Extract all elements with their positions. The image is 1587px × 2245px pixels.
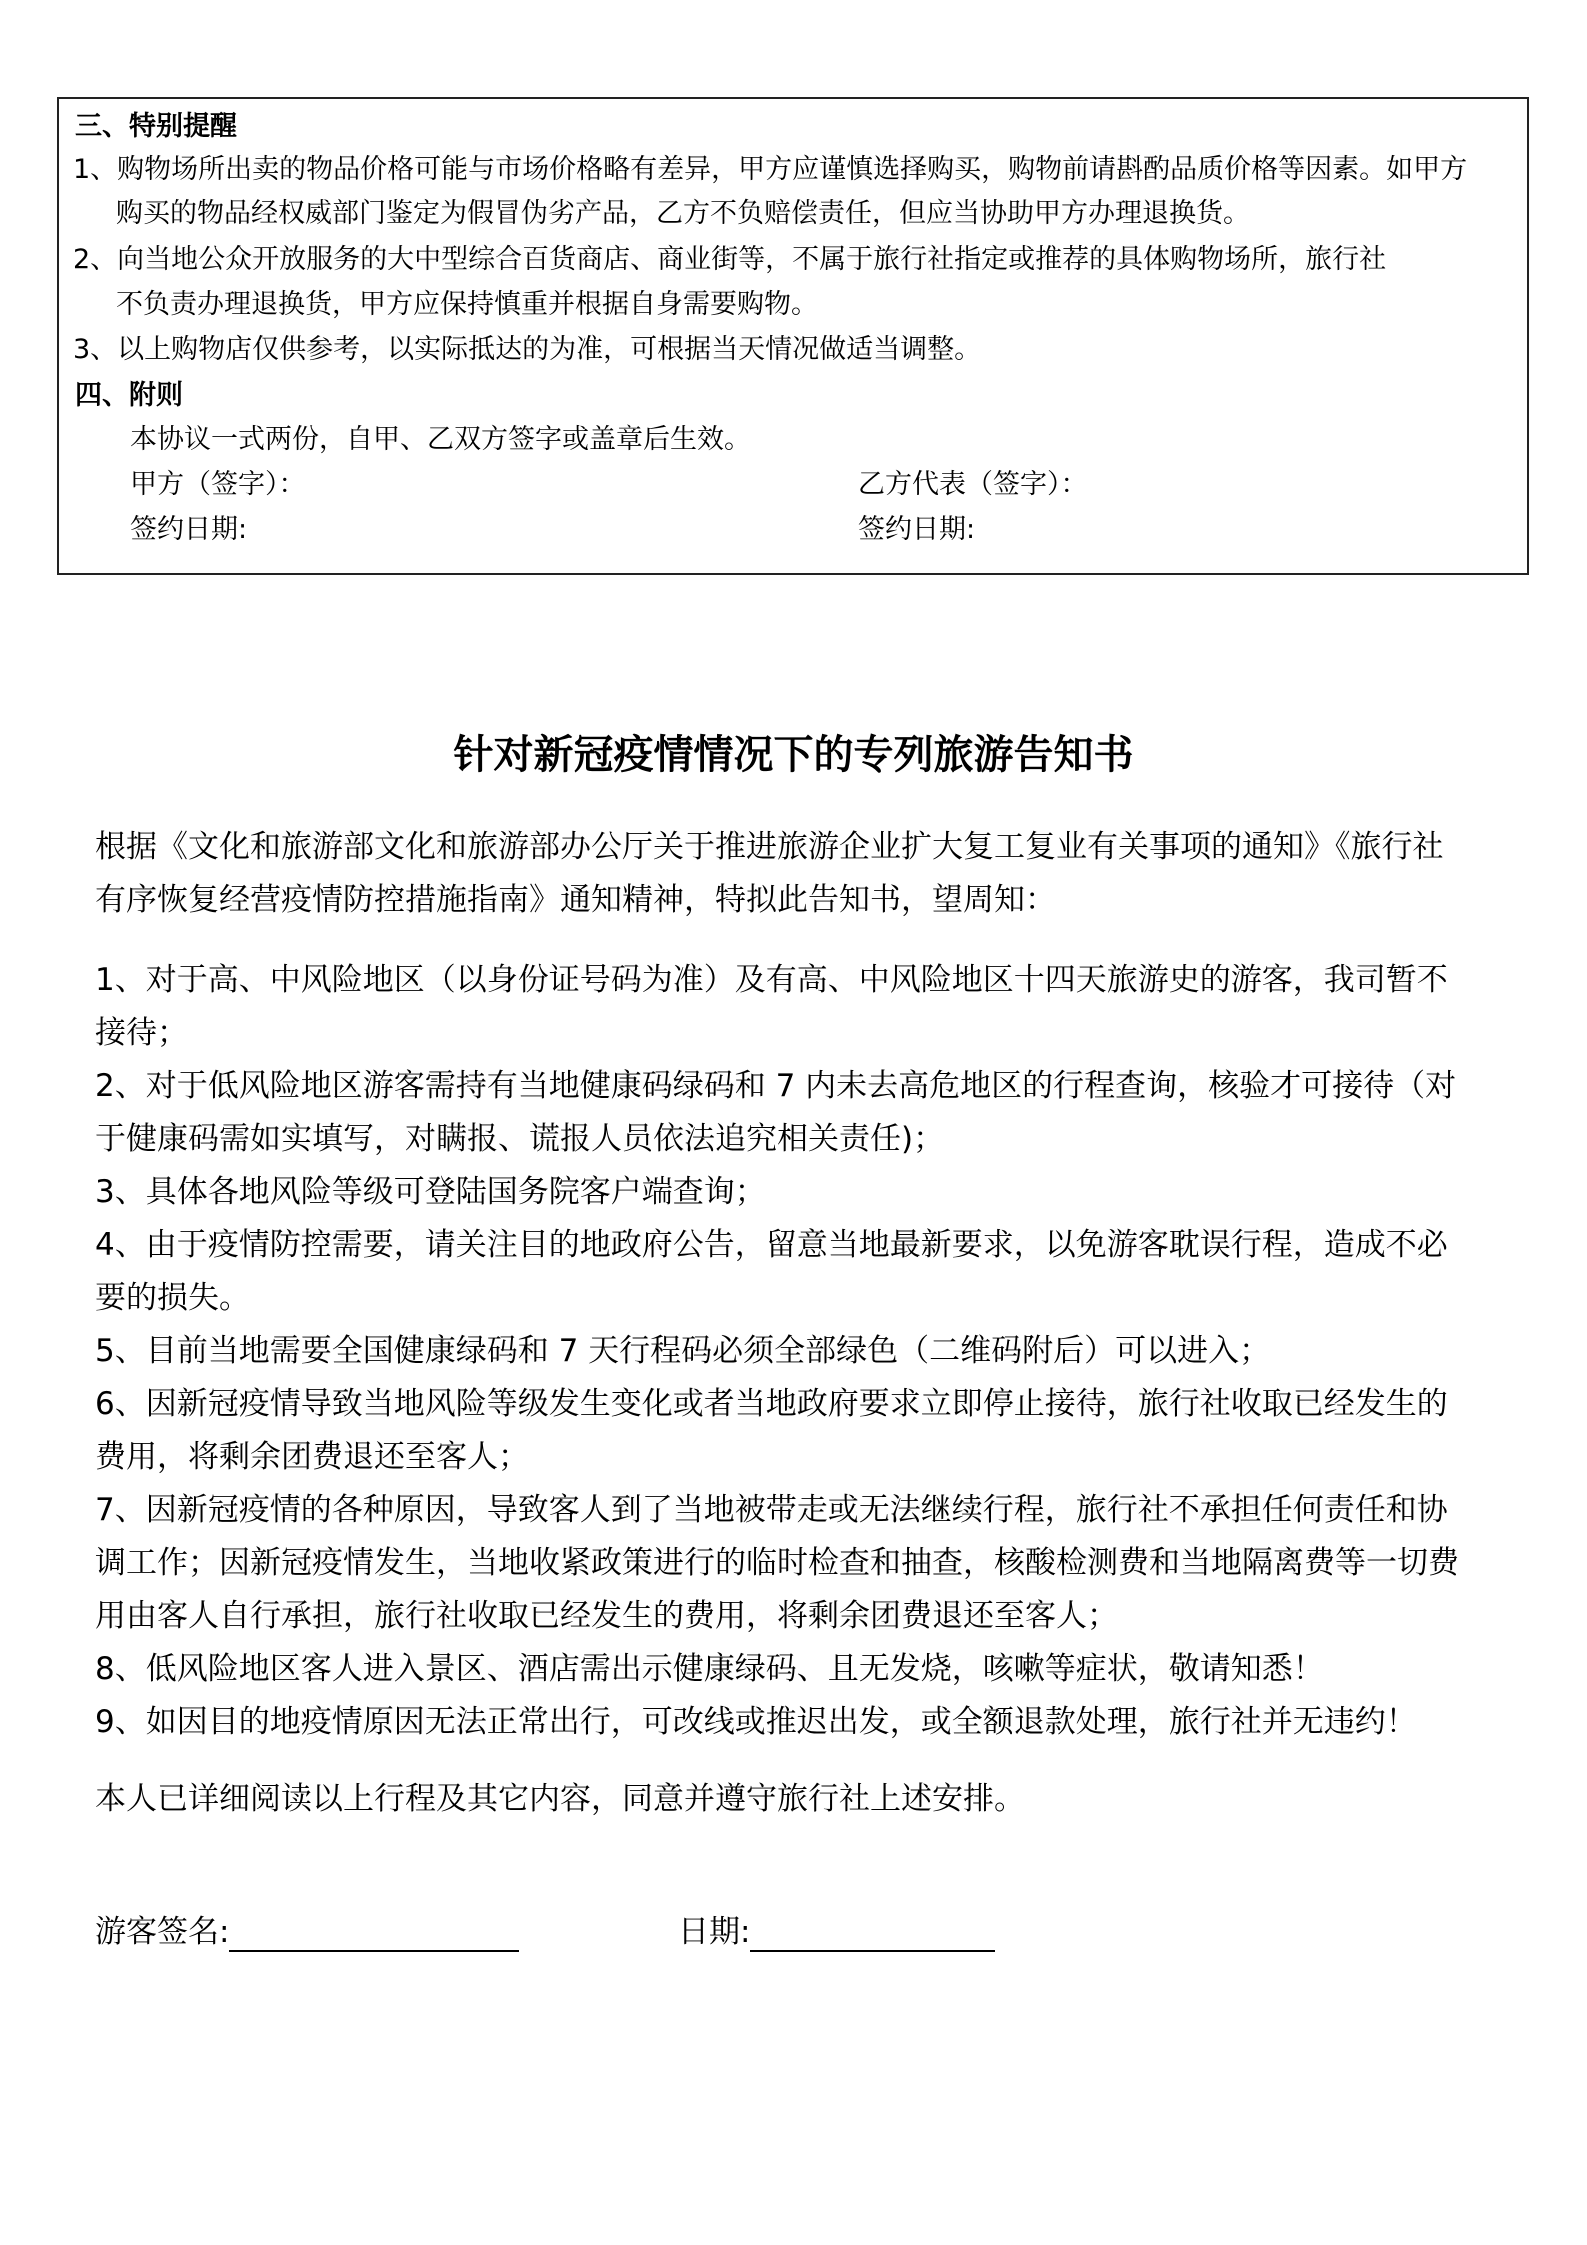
date-label: 日期: [678,1914,751,1950]
notice-item-1: 1、对于高、中风险地区（以身份证号码为准）及有高、中风险地区十四天旅游史的游客，我司暂不 [95,962,1448,998]
notice-item-2: 2、对于低风险地区游客需持有当地健康码绿码和 7 内未去高危地区的行程查询，核验才可接待（对 [95,1068,1457,1104]
date-row [678,1912,995,1952]
contract-box [57,97,1529,575]
section4-heading: 四、附则 [75,380,183,411]
reminder-item-2: 2、向当地公众开放服务的大中型综合百货商店、商业街等，不属于旅行社指定或推荐的具体购物场所，旅行社 [73,244,1387,275]
effective-clause: 本协议一式两份，自甲、乙双方签字或盖章后生效。 [130,424,751,455]
party-a-sign-label: 甲方（签字）： [130,469,306,500]
notice-title: 针对新冠疫情情况下的专列旅游告知书 [453,732,1134,778]
date-field[interactable] [750,1916,995,1952]
notice-item-6: 6、因新冠疫情导致当地风险等级发生变化或者当地政府要求立即停止接待，旅行社收取已经发生的 [95,1386,1448,1422]
notice-item-7-cont-2: 用由客人自行承担，旅行社收取已经发生的费用，将剩余团费退还至客人； [95,1598,1118,1634]
notice-intro-line-2: 有序恢复经营疫情防控措施指南》通知精神，特拟此告知书，望周知： [95,882,1056,918]
notice-item-2-cont: 于健康码需如实填写，对瞒报、谎报人员依法追究相关责任)； [95,1121,945,1157]
party-b-sign-label: 乙方代表（签字）： [858,469,1088,500]
notice-item-5: 5、目前当地需要全国健康绿码和 7 天行程码必须全部绿色（二维码附后）可以进入； [95,1333,1271,1369]
notice-item-7-cont: 调工作；因新冠疫情发生，当地收紧政策进行的临时检查和抽查，核酸检测费和当地隔离费等一切费 [95,1545,1459,1581]
reminder-item-1: 1、购物场所出卖的物品价格可能与市场价格略有差异，甲方应谨慎选择购买，购物前请斟酌品质价格等因素。如甲方 [73,154,1468,185]
notice-item-9: 9、如因目的地疫情原因无法正常出行，可改线或推迟出发，或全额退款处理，旅行社并无违约！ [95,1704,1417,1740]
section3-heading: 三、特别提醒 [75,111,237,142]
reminder-item-3: 3、以上购物店仅供参考，以实际抵达的为准，可根据当天情况做适当调整。 [73,334,982,365]
tourist-signature-row [95,1912,519,1952]
party-b-date-label: 签约日期: [858,514,976,545]
reminder-item-2-cont: 不负责办理退换货，甲方应保持慎重并根据自身需要购物。 [116,289,818,320]
notice-item-7: 7、因新冠疫情的各种原因，导致客人到了当地被带走或无法继续行程，旅行社不承担任何责任和协 [95,1492,1448,1528]
notice-intro-line-1: 根据《文化和旅游部文化和旅游部办公厅关于推进旅游企业扩大复工复业有关事项的通知》《旅行社 [95,829,1444,865]
notice-item-6-cont: 费用，将剩余团费退还至客人； [95,1439,529,1475]
tourist-signature-field[interactable] [229,1916,519,1952]
notice-item-1-cont: 接待； [95,1015,188,1051]
reminder-item-1-cont: 购买的物品经权威部门鉴定为假冒伪劣产品，乙方不负赔偿责任，但应当协助甲方办理退换货。 [116,198,1250,229]
agreement-statement: 本人已详细阅读以上行程及其它内容，同意并遵守旅行社上述安排。 [95,1781,1025,1817]
party-a-date-label: 签约日期: [130,514,248,545]
notice-item-4-cont: 要的损失。 [95,1280,250,1316]
tourist-sign-label: 游客签名: [95,1914,230,1950]
notice-item-8: 8、低风险地区客人进入景区、酒店需出示健康绿码、且无发烧，咳嗽等症状，敬请知悉！ [95,1651,1324,1687]
notice-item-3: 3、具体各地风险等级可登陆国务院客户端查询； [95,1174,766,1210]
notice-item-4: 4、由于疫情防控需要，请关注目的地政府公告，留意当地最新要求，以免游客耽误行程，造成不必 [95,1227,1448,1263]
